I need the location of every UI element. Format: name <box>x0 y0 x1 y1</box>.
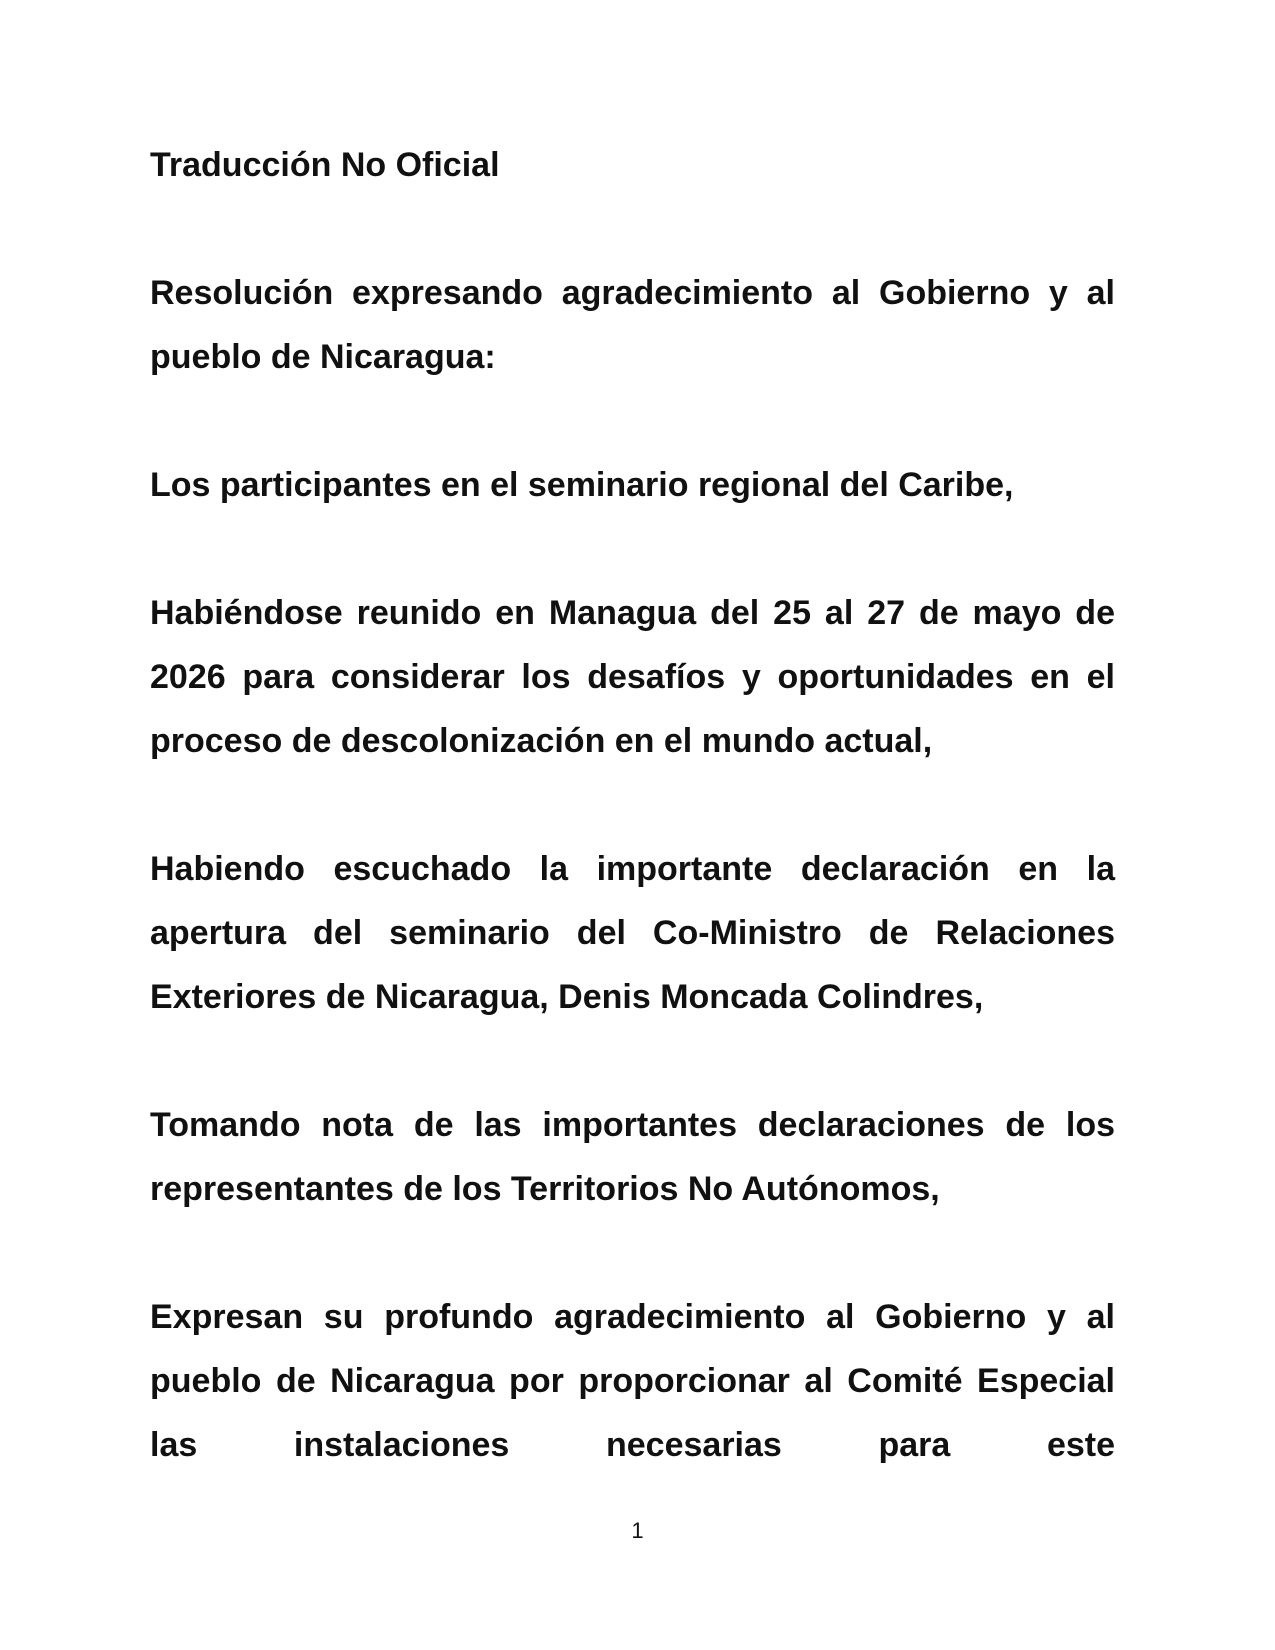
spacer <box>150 389 1115 453</box>
paragraph-meeting: Habiéndose reunido en Managua del 25 al 27 de mayo de 2026 para considerar los desafíos y oportunidades en el proceso de descolonización en el mundo actual, <box>150 594 1115 760</box>
spacer <box>150 517 1115 581</box>
spacer <box>150 773 1115 837</box>
paragraph-participants: Los participantes en el seminario regional del Caribe, <box>150 466 1014 504</box>
paragraph-opening-statement: Habiendo escuchado la importante declaración en la apertura del seminario del Co-Ministro de Relaciones Exteriores de Nicaragua, Denis Moncada Colindres, <box>150 850 1115 1016</box>
document-body <box>150 133 1115 1477</box>
document-title: Traducción No Oficial <box>150 146 500 184</box>
paragraph-territories: Tomando nota de las importantes declaraciones de los representantes de los Territorios No Autónomos, <box>150 1106 1115 1208</box>
paragraph-resolution-heading: Resolución expresando agradecimiento al Gobierno y al pueblo de Nicaragua: <box>150 274 1115 376</box>
spacer <box>150 197 1115 261</box>
paragraph-gratitude: Expresan su profundo agradecimiento al Gobierno y al pueblo de Nicaragua por proporcionar al Comité Especial las instalaciones necesarias para este <box>150 1298 1115 1464</box>
spacer <box>150 1029 1115 1093</box>
page-number: 1 <box>631 1518 644 1543</box>
spacer <box>150 1221 1115 1285</box>
